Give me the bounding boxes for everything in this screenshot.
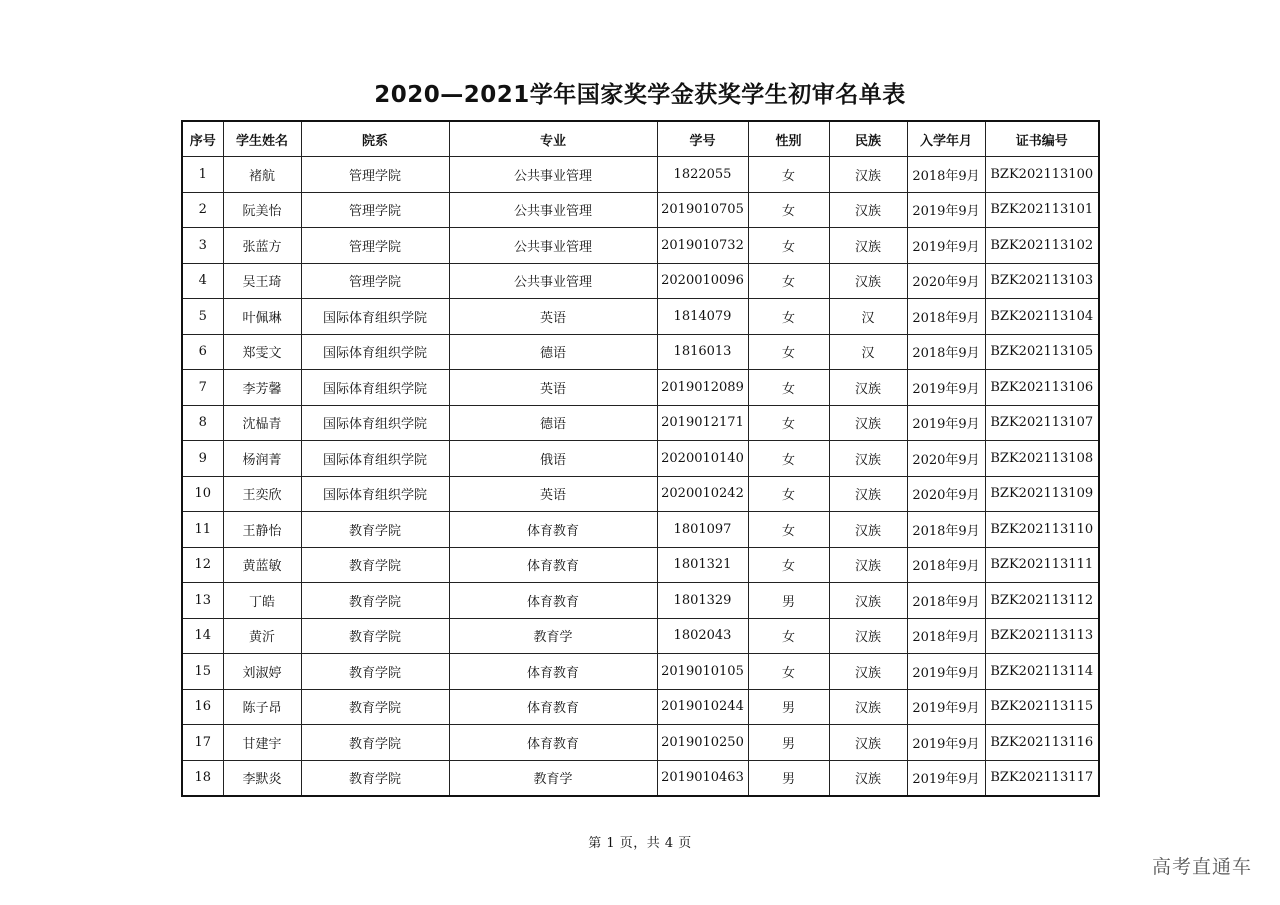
cell-student-id: 2020010140 [657, 441, 748, 477]
cell-department: 国际体育组织学院 [301, 441, 449, 477]
cell-ethnicity: 汉族 [829, 725, 907, 761]
cell-certificate-no: BZK202113117 [985, 760, 1099, 796]
table-row [182, 760, 1099, 796]
col-header-enrollment-date: 入学年月 [907, 121, 985, 157]
cell-major: 德语 [449, 405, 657, 441]
cell-gender: 女 [748, 228, 829, 264]
cell-major: 德语 [449, 334, 657, 370]
table-row [182, 441, 1099, 477]
col-header-ethnicity: 民族 [829, 121, 907, 157]
cell-seq: 11 [182, 512, 223, 548]
table-row [182, 405, 1099, 441]
cell-gender: 女 [748, 192, 829, 228]
cell-gender: 女 [748, 157, 829, 193]
cell-student-id: 2019010732 [657, 228, 748, 264]
cell-department: 管理学院 [301, 228, 449, 264]
cell-student-id: 2019010105 [657, 654, 748, 690]
cell-major: 体育教育 [449, 725, 657, 761]
cell-enrollment-date: 2018年9月 [907, 512, 985, 548]
cell-name: 郑雯文 [223, 334, 301, 370]
cell-gender: 女 [748, 512, 829, 548]
cell-major: 公共事业管理 [449, 263, 657, 299]
cell-department: 教育学院 [301, 725, 449, 761]
page-footer: 第 1 页，共 4 页 [588, 836, 692, 851]
cell-student-id: 2019012089 [657, 370, 748, 406]
cell-student-id: 1801097 [657, 512, 748, 548]
cell-major: 体育教育 [449, 547, 657, 583]
cell-name: 沈榀青 [223, 405, 301, 441]
cell-major: 体育教育 [449, 689, 657, 725]
cell-seq: 17 [182, 725, 223, 761]
cell-department: 国际体育组织学院 [301, 405, 449, 441]
watermark-text: 高考直通车 [1151, 856, 1252, 878]
cell-certificate-no: BZK202113104 [985, 299, 1099, 335]
cell-ethnicity: 汉族 [829, 760, 907, 796]
cell-certificate-no: BZK202113110 [985, 512, 1099, 548]
cell-ethnicity: 汉族 [829, 405, 907, 441]
cell-major: 英语 [449, 299, 657, 335]
cell-department: 教育学院 [301, 689, 449, 725]
cell-seq: 10 [182, 476, 223, 512]
cell-seq: 6 [182, 334, 223, 370]
col-header-seq: 序号 [182, 121, 223, 157]
cell-department: 管理学院 [301, 157, 449, 193]
cell-gender: 女 [748, 299, 829, 335]
cell-ethnicity: 汉 [829, 299, 907, 335]
cell-department: 教育学院 [301, 760, 449, 796]
cell-gender: 女 [748, 476, 829, 512]
cell-gender: 男 [748, 583, 829, 619]
cell-department: 国际体育组织学院 [301, 299, 449, 335]
cell-certificate-no: BZK202113109 [985, 476, 1099, 512]
table-row [182, 618, 1099, 654]
cell-student-id: 1822055 [657, 157, 748, 193]
cell-name: 叶佩琳 [223, 299, 301, 335]
cell-enrollment-date: 2019年9月 [907, 689, 985, 725]
cell-certificate-no: BZK202113105 [985, 334, 1099, 370]
cell-enrollment-date: 2018年9月 [907, 299, 985, 335]
cell-major: 英语 [449, 370, 657, 406]
cell-student-id: 1802043 [657, 618, 748, 654]
col-header-major: 专业 [449, 121, 657, 157]
cell-major: 公共事业管理 [449, 192, 657, 228]
cell-enrollment-date: 2019年9月 [907, 725, 985, 761]
table-header-row [182, 121, 1099, 157]
cell-name: 李默炎 [223, 760, 301, 796]
cell-major: 体育教育 [449, 654, 657, 690]
cell-major: 体育教育 [449, 583, 657, 619]
cell-name: 刘淑婷 [223, 654, 301, 690]
cell-ethnicity: 汉族 [829, 157, 907, 193]
table-row [182, 263, 1099, 299]
cell-enrollment-date: 2019年9月 [907, 405, 985, 441]
cell-student-id: 1801329 [657, 583, 748, 619]
cell-enrollment-date: 2019年9月 [907, 228, 985, 264]
cell-major: 教育学 [449, 618, 657, 654]
cell-name: 阮美怡 [223, 192, 301, 228]
cell-major: 教育学 [449, 760, 657, 796]
cell-gender: 女 [748, 547, 829, 583]
cell-certificate-no: BZK202113100 [985, 157, 1099, 193]
cell-ethnicity: 汉族 [829, 547, 907, 583]
cell-student-id: 2019010250 [657, 725, 748, 761]
cell-certificate-no: BZK202113111 [985, 547, 1099, 583]
cell-certificate-no: BZK202113108 [985, 441, 1099, 477]
cell-ethnicity: 汉族 [829, 654, 907, 690]
cell-gender: 女 [748, 334, 829, 370]
col-header-certificate-no: 证书编号 [985, 121, 1099, 157]
cell-certificate-no: BZK202113103 [985, 263, 1099, 299]
cell-gender: 女 [748, 405, 829, 441]
cell-certificate-no: BZK202113101 [985, 192, 1099, 228]
cell-student-id: 2020010096 [657, 263, 748, 299]
cell-name: 黄沂 [223, 618, 301, 654]
cell-gender: 女 [748, 370, 829, 406]
cell-ethnicity: 汉族 [829, 228, 907, 264]
cell-major: 公共事业管理 [449, 157, 657, 193]
cell-name: 丁皓 [223, 583, 301, 619]
cell-enrollment-date: 2018年9月 [907, 547, 985, 583]
cell-ethnicity: 汉族 [829, 512, 907, 548]
cell-department: 教育学院 [301, 654, 449, 690]
cell-certificate-no: BZK202113114 [985, 654, 1099, 690]
cell-name: 李芳馨 [223, 370, 301, 406]
cell-department: 国际体育组织学院 [301, 370, 449, 406]
table-row [182, 583, 1099, 619]
cell-gender: 女 [748, 263, 829, 299]
cell-seq: 16 [182, 689, 223, 725]
cell-enrollment-date: 2019年9月 [907, 192, 985, 228]
cell-seq: 9 [182, 441, 223, 477]
table-row [182, 725, 1099, 761]
table-row [182, 370, 1099, 406]
table-row [182, 512, 1099, 548]
cell-enrollment-date: 2018年9月 [907, 583, 985, 619]
table-row [182, 157, 1099, 193]
cell-name: 黄蓝敏 [223, 547, 301, 583]
cell-certificate-no: BZK202113115 [985, 689, 1099, 725]
cell-department: 国际体育组织学院 [301, 476, 449, 512]
cell-seq: 18 [182, 760, 223, 796]
cell-student-id: 2019012171 [657, 405, 748, 441]
cell-certificate-no: BZK202113107 [985, 405, 1099, 441]
cell-name: 甘建宇 [223, 725, 301, 761]
cell-student-id: 1814079 [657, 299, 748, 335]
cell-department: 教育学院 [301, 618, 449, 654]
col-header-name: 学生姓名 [223, 121, 301, 157]
cell-major: 体育教育 [449, 512, 657, 548]
cell-certificate-no: BZK202113102 [985, 228, 1099, 264]
cell-name: 褚航 [223, 157, 301, 193]
cell-ethnicity: 汉族 [829, 263, 907, 299]
cell-student-id: 1816013 [657, 334, 748, 370]
cell-department: 教育学院 [301, 512, 449, 548]
cell-enrollment-date: 2019年9月 [907, 370, 985, 406]
cell-student-id: 2019010244 [657, 689, 748, 725]
cell-seq: 8 [182, 405, 223, 441]
cell-seq: 4 [182, 263, 223, 299]
cell-enrollment-date: 2019年9月 [907, 760, 985, 796]
cell-name: 陈子昂 [223, 689, 301, 725]
cell-department: 管理学院 [301, 263, 449, 299]
cell-gender: 女 [748, 441, 829, 477]
cell-department: 教育学院 [301, 547, 449, 583]
cell-enrollment-date: 2020年9月 [907, 263, 985, 299]
cell-ethnicity: 汉族 [829, 689, 907, 725]
cell-major: 公共事业管理 [449, 228, 657, 264]
cell-certificate-no: BZK202113116 [985, 725, 1099, 761]
col-header-department: 院系 [301, 121, 449, 157]
table-row [182, 299, 1099, 335]
table-row [182, 689, 1099, 725]
cell-ethnicity: 汉族 [829, 583, 907, 619]
cell-seq: 7 [182, 370, 223, 406]
cell-name: 王奕欣 [223, 476, 301, 512]
cell-gender: 男 [748, 725, 829, 761]
cell-gender: 女 [748, 618, 829, 654]
cell-enrollment-date: 2018年9月 [907, 157, 985, 193]
cell-ethnicity: 汉族 [829, 441, 907, 477]
document-title: 2020—2021学年国家奖学金获奖学生初审名单表 [374, 82, 906, 108]
table-row [182, 334, 1099, 370]
cell-department: 国际体育组织学院 [301, 334, 449, 370]
cell-name: 吴王琦 [223, 263, 301, 299]
cell-seq: 3 [182, 228, 223, 264]
cell-certificate-no: BZK202113106 [985, 370, 1099, 406]
cell-student-id: 2019010705 [657, 192, 748, 228]
cell-seq: 1 [182, 157, 223, 193]
cell-certificate-no: BZK202113113 [985, 618, 1099, 654]
cell-enrollment-date: 2018年9月 [907, 618, 985, 654]
cell-name: 杨润菁 [223, 441, 301, 477]
cell-ethnicity: 汉族 [829, 192, 907, 228]
table-body [182, 157, 1099, 797]
scholarship-roster-table [181, 120, 1100, 797]
cell-seq: 2 [182, 192, 223, 228]
table-row [182, 547, 1099, 583]
col-header-gender: 性别 [748, 121, 829, 157]
cell-enrollment-date: 2020年9月 [907, 441, 985, 477]
cell-major: 俄语 [449, 441, 657, 477]
cell-student-id: 2020010242 [657, 476, 748, 512]
cell-seq: 13 [182, 583, 223, 619]
cell-ethnicity: 汉族 [829, 476, 907, 512]
cell-enrollment-date: 2019年9月 [907, 654, 985, 690]
cell-gender: 男 [748, 760, 829, 796]
col-header-student-id: 学号 [657, 121, 748, 157]
cell-ethnicity: 汉 [829, 334, 907, 370]
cell-seq: 15 [182, 654, 223, 690]
table-row [182, 476, 1099, 512]
cell-department: 管理学院 [301, 192, 449, 228]
cell-enrollment-date: 2020年9月 [907, 476, 985, 512]
table-row [182, 228, 1099, 264]
cell-major: 英语 [449, 476, 657, 512]
cell-gender: 男 [748, 689, 829, 725]
cell-student-id: 2019010463 [657, 760, 748, 796]
cell-certificate-no: BZK202113112 [985, 583, 1099, 619]
cell-gender: 女 [748, 654, 829, 690]
cell-name: 王静怡 [223, 512, 301, 548]
table-row [182, 192, 1099, 228]
cell-enrollment-date: 2018年9月 [907, 334, 985, 370]
cell-seq: 12 [182, 547, 223, 583]
cell-ethnicity: 汉族 [829, 370, 907, 406]
table-row [182, 654, 1099, 690]
cell-department: 教育学院 [301, 583, 449, 619]
cell-student-id: 1801321 [657, 547, 748, 583]
cell-seq: 14 [182, 618, 223, 654]
cell-ethnicity: 汉族 [829, 618, 907, 654]
cell-name: 张蓝方 [223, 228, 301, 264]
cell-seq: 5 [182, 299, 223, 335]
